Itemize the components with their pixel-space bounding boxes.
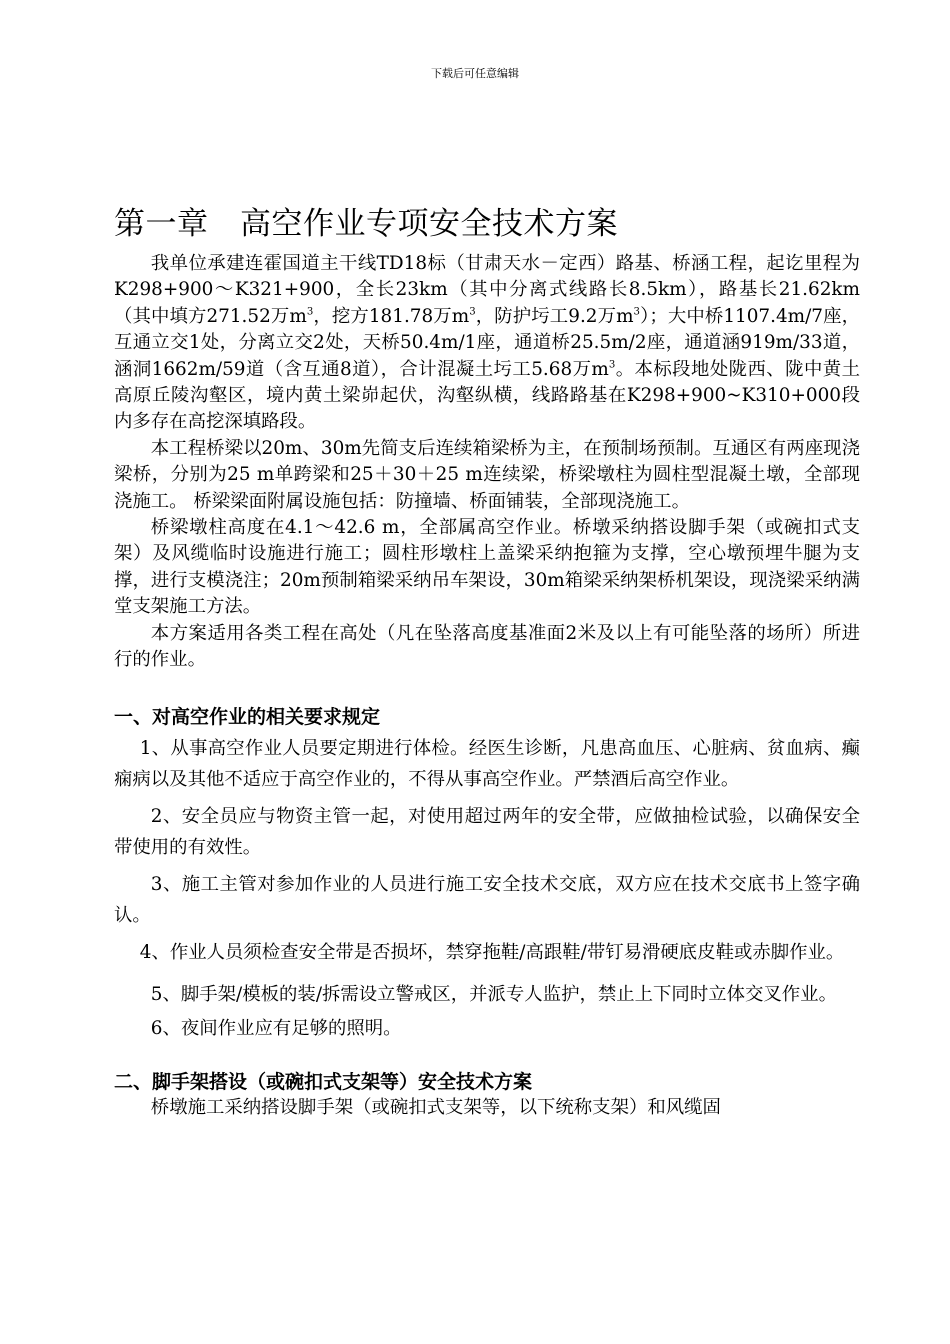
- intro-paragraph-2: 本工程桥梁以20m、30m先简支后连续箱梁桥为主，在预制场预制。互通区有两座现浇梁桥，分别为25 m单跨梁和25＋30＋25 m连续梁，桥梁墩柱为圆柱型混凝土墩，全部现浇施工。 桥梁梁面附属设施包括：防撞墙、桥面铺装，全部现浇施工。: [114, 437, 860, 512]
- section-1-item-1: 1、从事高空作业人员要定期进行体检。经医生诊断，凡患高血压、心脏病、贫血病、癫痫病以及其他不适应于高空作业的，不得从事高空作业。严禁酒后高空作业。: [114, 737, 860, 790]
- intro-p1-text-d: ）；大中桥1107.4m/7座，互通立交1处，分离立交2处，天桥50.4m/1座，通道桥25.5m/2座，通道涵919m/33道，涵洞1662m/59道（含互通8道），合计混凝土圬工5.68万m: [114, 305, 860, 380]
- superscript-3: 3: [469, 306, 476, 318]
- section-1-item-5: 5、脚手架/模板的装/拆需设立警戒区，并派专人监护，禁止上下同时立体交叉作业。: [150, 983, 837, 1005]
- section-2-paragraph-1: 桥墩施工采纳搭设脚手架（或碗扣式支架等，以下统称支架）和风缆固: [150, 1096, 721, 1118]
- intro-paragraph-3: 桥梁墩柱高度在4.1～42.6 m，全部属高空作业。桥墩采纳搭设脚手架（或碗扣式支架）及风缆临时设施进行施工；圆柱形墩柱上盖梁采纳抱箍为支撑，空心墩预埋牛腿为支撑，进行支模浇注；20m预制箱梁采纳吊车架设，30m箱梁采纳架桥机架设，现浇梁采纳满堂支架施工方法。: [114, 517, 860, 618]
- intro-paragraph-1: [114, 251, 860, 436]
- section-1-item-3: 3、施工主管对参加作业的人员进行施工安全技术交底，双方应在技术交底书上签字确认。: [114, 873, 860, 926]
- section-2-heading: 二、脚手架搭设（或碗扣式支架等）安全技术方案: [114, 1070, 533, 1093]
- intro-paragraph-4: 本方案适用各类工程在高处（凡在坠落高度基准面2米及以上有可能坠落的场所）所进行的作业。: [114, 622, 860, 671]
- chapter-title: 第一章 高空作业专项安全技术方案: [114, 206, 618, 242]
- header-note: 下载后可任意编辑: [431, 67, 519, 80]
- superscript-3: 3: [608, 359, 616, 371]
- superscript-3: 3: [306, 306, 314, 318]
- section-1-item-4: 4、作业人员须检查安全带是否损坏，禁穿拖鞋/高跟鞋/带钉易滑硬底皮鞋或赤脚作业。: [139, 941, 845, 963]
- intro-p1-text-a: 我单位承建连霍国道主干线TD18标（甘肃天水－定西）路基、桥涵工程，起讫里程为K298+900～K321+900，全长23km（其中分离式线路长8.5km），路基长21.62km（其中填方271.52万m: [114, 253, 860, 327]
- document-body: [114, 196, 860, 1121]
- intro-p1-text-e: 。本标段地处陇西、陇中黄土高原丘陵沟壑区，境内黄土梁峁起伏，沟壑纵横，线路路基在K298+900~K310+000段内多存在高挖深填路段。: [114, 358, 860, 433]
- section-1-item-6: 6、夜间作业应有足够的照明。: [150, 1017, 402, 1039]
- intro-p1-text-b: ，挖方181.78万m: [313, 305, 470, 327]
- section-1-heading: 一、对高空作业的相关要求规定: [114, 705, 381, 728]
- section-1-item-2: 2、安全员应与物资主管一起，对使用超过两年的安全带，应做抽检试验，以确保安全带使用的有效性。: [114, 805, 860, 858]
- intro-p1-text-c: ，防护圬工9.2万m: [475, 305, 634, 327]
- superscript-3: 3: [633, 306, 640, 318]
